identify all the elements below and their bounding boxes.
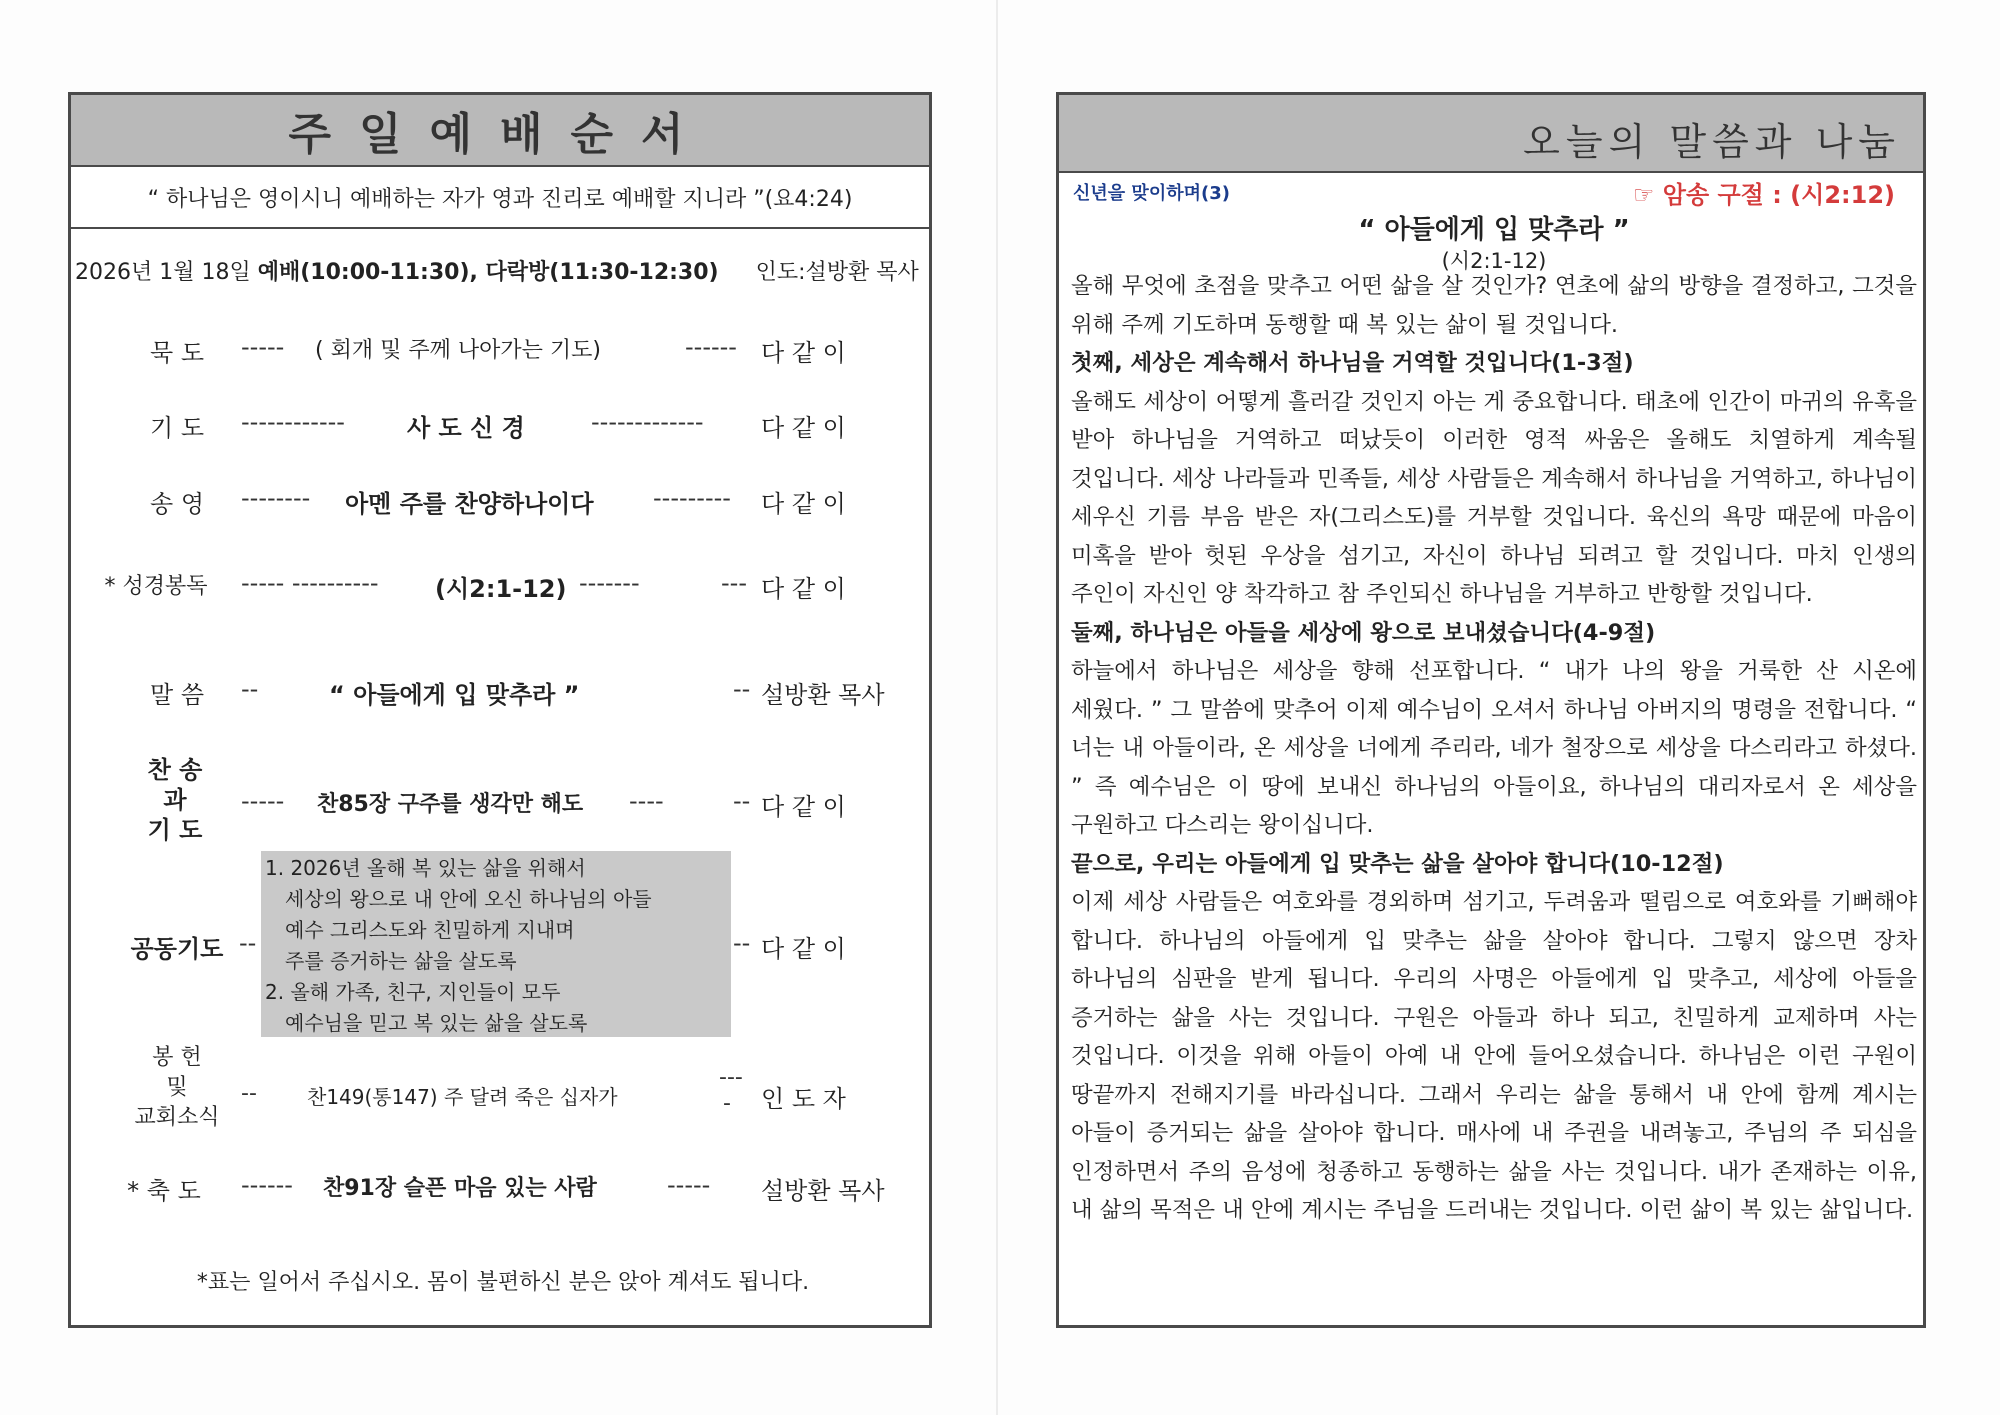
service-date-line (75, 255, 919, 286)
item-dash: - (723, 1091, 731, 1116)
service-date: 2026년 1월 18일 (75, 260, 258, 285)
memory-verse: ☞ 암송 구절 : (시2:12) (1632, 181, 1895, 209)
prayer-line: 예수님을 믿고 복 있는 삶을 살도록 (285, 1011, 588, 1035)
item-dash: ----- (241, 787, 285, 815)
item-name: 말 씀 (150, 681, 204, 709)
item-dash: ------------- (591, 408, 704, 436)
item-content: 사 도 신 경 (407, 414, 525, 442)
sermon-reference: (시2:1-12) (1441, 249, 1547, 273)
scripture-verse: “ 하나님은 영이시니 예배하는 자가 영과 진리로 예배할 지니라 ”(요4:24) (71, 167, 929, 229)
worship-order-panel (68, 92, 932, 1328)
sermon-heading: 둘째, 하나님은 아들을 세상에 왕으로 보내셨습니다(4-9절) (1071, 619, 1656, 646)
item-dash: -- (241, 1081, 257, 1106)
item-dash: ---- (629, 787, 664, 815)
sermon-body (1071, 267, 1917, 1230)
page-fold (996, 0, 998, 1415)
standing-footnote: *표는 일어서 주십시오. 몸이 불편하신 분은 앉아 계셔도 됩니다. (196, 1270, 810, 1295)
item-content: ( 회개 및 주께 나아가는 기도) (315, 338, 601, 363)
item-dash: ------ (241, 1171, 293, 1199)
sermon-title: “ 아들에게 입 맞추라 ” (1358, 215, 1630, 245)
item-dash: -- (241, 675, 259, 703)
item-dash: -- (239, 929, 257, 957)
sermon-paragraph: 올해 무엇에 초점을 맞추고 어떤 삶을 살 것인가? 연초에 삶의 방향을 결정하고, 그것을 위해 주께 기도하며 동행할 때 복 있는 삶이 될 것입니다. (1071, 273, 1917, 338)
item-performer: 다 같 이 (761, 414, 846, 442)
sermon-header-title: 오늘의 말씀과 나눔 (1523, 120, 1901, 164)
item-performer: 다 같 이 (761, 575, 846, 603)
item-dash: ------ (685, 333, 737, 361)
item-name: 찬 송 과 기 도 (147, 756, 203, 844)
prayer-line: 1. 2026년 올해 복 있는 삶을 위해서 (265, 856, 586, 880)
item-dash: --- (719, 1065, 743, 1090)
item-content: 찬85장 구주를 생각만 해도 (317, 792, 584, 817)
item-dash: ------------ (241, 408, 345, 436)
item-performer: 설방환 목사 (761, 681, 885, 709)
prayer-line: 세상의 왕으로 내 안에 오신 하나님의 아들 (285, 887, 652, 911)
item-performer: 인 도 자 (761, 1085, 846, 1113)
sermon-paragraph: 하늘에서 하나님은 세상을 향해 선포합니다. “ 내가 나의 왕을 거룩한 산 시온에 세웠다. ” 그 말씀에 맞추어 이제 예수님이 오셔서 하나님 아버지의 명령을 전합니다. “ 너는 내 아들이라, 온 세상을 너에게 주리라, 네가 철장으로 세상을 다스리라고 하셨다. ” 즉 예수님은 이 땅에 보내신 하나님의 아들이요, 하나님의 대리자로서 온 세상을 구원하고 다스리는 왕이십니다. (1071, 658, 1917, 838)
item-performer: 다 같 이 (761, 339, 846, 367)
item-dash: -------- (241, 484, 311, 512)
service-leader: 인도:설방환 목사 (755, 260, 919, 285)
item-dash: -- (733, 929, 751, 957)
item-dash: --------- (653, 484, 731, 512)
item-dash: -- (733, 675, 751, 703)
item-dash: -- (733, 787, 751, 815)
common-prayer-box (261, 851, 731, 1037)
sermon-heading: 끝으로, 우리는 아들에게 입 맞추는 삶을 살아야 합니다(10-12절) (1071, 850, 1724, 877)
sermon-paragraph: 이제 세상 사람들은 여호와를 경외하며 섬기고, 두려움과 떨림으로 여호와를 기뻐해야 합니다. 하나님의 아들에게 입 맞추는 삶을 살아야 합니다. 그렇지 않으면 장차 하나님의 심판을 받게 됩니다. 우리의 사명은 아들에게 입 맞추고, 세상에 아들을 증거하는 삶을 사는 것입니다. 구원은 아들과 하나 되고, 친밀하게 교제하며 사는 것입니다. 이것을 위해 아들이 아예 내 안에 들어오셨습니다. 하나님은 이런 구원이 땅끝까지 전해지기를 바라십니다. 그래서 우리는 삶을 통해서 내 안에 함께 계시는 아들이 증거되는 삶을 살아야 합니다. 매사에 내 주권을 내려놓고, 주님의 주 되심을 인정하면서 주의 음성에 청종하고 동행하는 삶을 사는 것입니다. 내가 존재하는 이유, 내 삶의 목적은 내 안에 계시는 주님을 드러내는 것입니다. 이런 삶이 복 있는 삶입니다. (1071, 889, 1917, 1223)
item-dash: ------- (579, 569, 640, 597)
item-name: 묵 도 (150, 339, 204, 367)
sermon-heading: 첫째, 세상은 계속해서 하나님을 거역할 것입니다(1-3절) (1071, 350, 1634, 376)
worship-order-title: 주일예배순서 (71, 95, 929, 167)
service-times: 예배(10:00-11:30), 다락방(11:30-12:30) (257, 260, 719, 285)
prayer-line: 예수 그리스도와 친밀하게 지내며 (285, 918, 575, 942)
sermon-paragraph: 올해도 세상이 어떻게 흘러갈 것인지 아는 게 중요합니다. 태초에 인간이 마귀의 유혹을 받아 하나님을 거역하고 떠났듯이 이러한 영적 싸움은 올해도 치열하게 계속될 것입니다. 세상 나라들과 민족들, 세상 사람들은 계속해서 하나님을 거역하고, 하나님이 세우신 기름 부음 받은 자(그리스도)를 거부할 것입니다. 육신의 욕망 때문에 마음이 미혹을 받아 헛된 우상을 섬기고, 자신이 하나님 되려고 할 것입니다. 마치 인생의 주인이 자신인 양 착각하고 참 주인되신 하나님을 거부하고 반항할 것입니다. (1071, 388, 1917, 607)
item-dash: --- (721, 569, 747, 597)
item-name: 공동기도 (130, 935, 224, 963)
item-content: 찬91장 슬픈 마음 있는 사람 (323, 1176, 597, 1201)
item-performer: 다 같 이 (761, 793, 846, 821)
prayer-line: 2. 올해 가족, 친구, 지인들이 모두 (265, 980, 561, 1004)
item-performer: 설방환 목사 (761, 1177, 885, 1205)
series-label: 신년을 맞이하며(3) (1073, 183, 1230, 204)
order-item-hymn-prayer (71, 755, 935, 855)
item-name: 송 영 (150, 490, 204, 518)
item-performer: 다 같 이 (761, 490, 846, 518)
item-content: 아멘 주를 찬양하나이다 (345, 490, 594, 518)
item-name: 기 도 (150, 414, 204, 442)
item-dash: ----- (241, 333, 285, 361)
item-performer: 다 같 이 (761, 935, 846, 963)
item-name: * 성경봉독 (104, 574, 208, 599)
item-content: “ 아들에게 입 맞추라 ” (329, 681, 580, 709)
item-name: * 축 도 (127, 1177, 201, 1205)
order-item-offering (71, 1043, 935, 1143)
prayer-line: 주를 증거하는 삶을 살도록 (285, 949, 517, 973)
item-dash: ----- ---------- (241, 569, 379, 597)
sermon-panel (1056, 92, 1926, 1328)
item-dash: ----- (667, 1171, 711, 1199)
item-name: 봉 헌 및 교회소식 (134, 1045, 220, 1130)
item-content: (시2:1-12) (435, 575, 567, 603)
item-content: 찬149(통147) 주 달려 죽은 십자가 (307, 1085, 618, 1109)
sermon-header (1059, 95, 1923, 173)
